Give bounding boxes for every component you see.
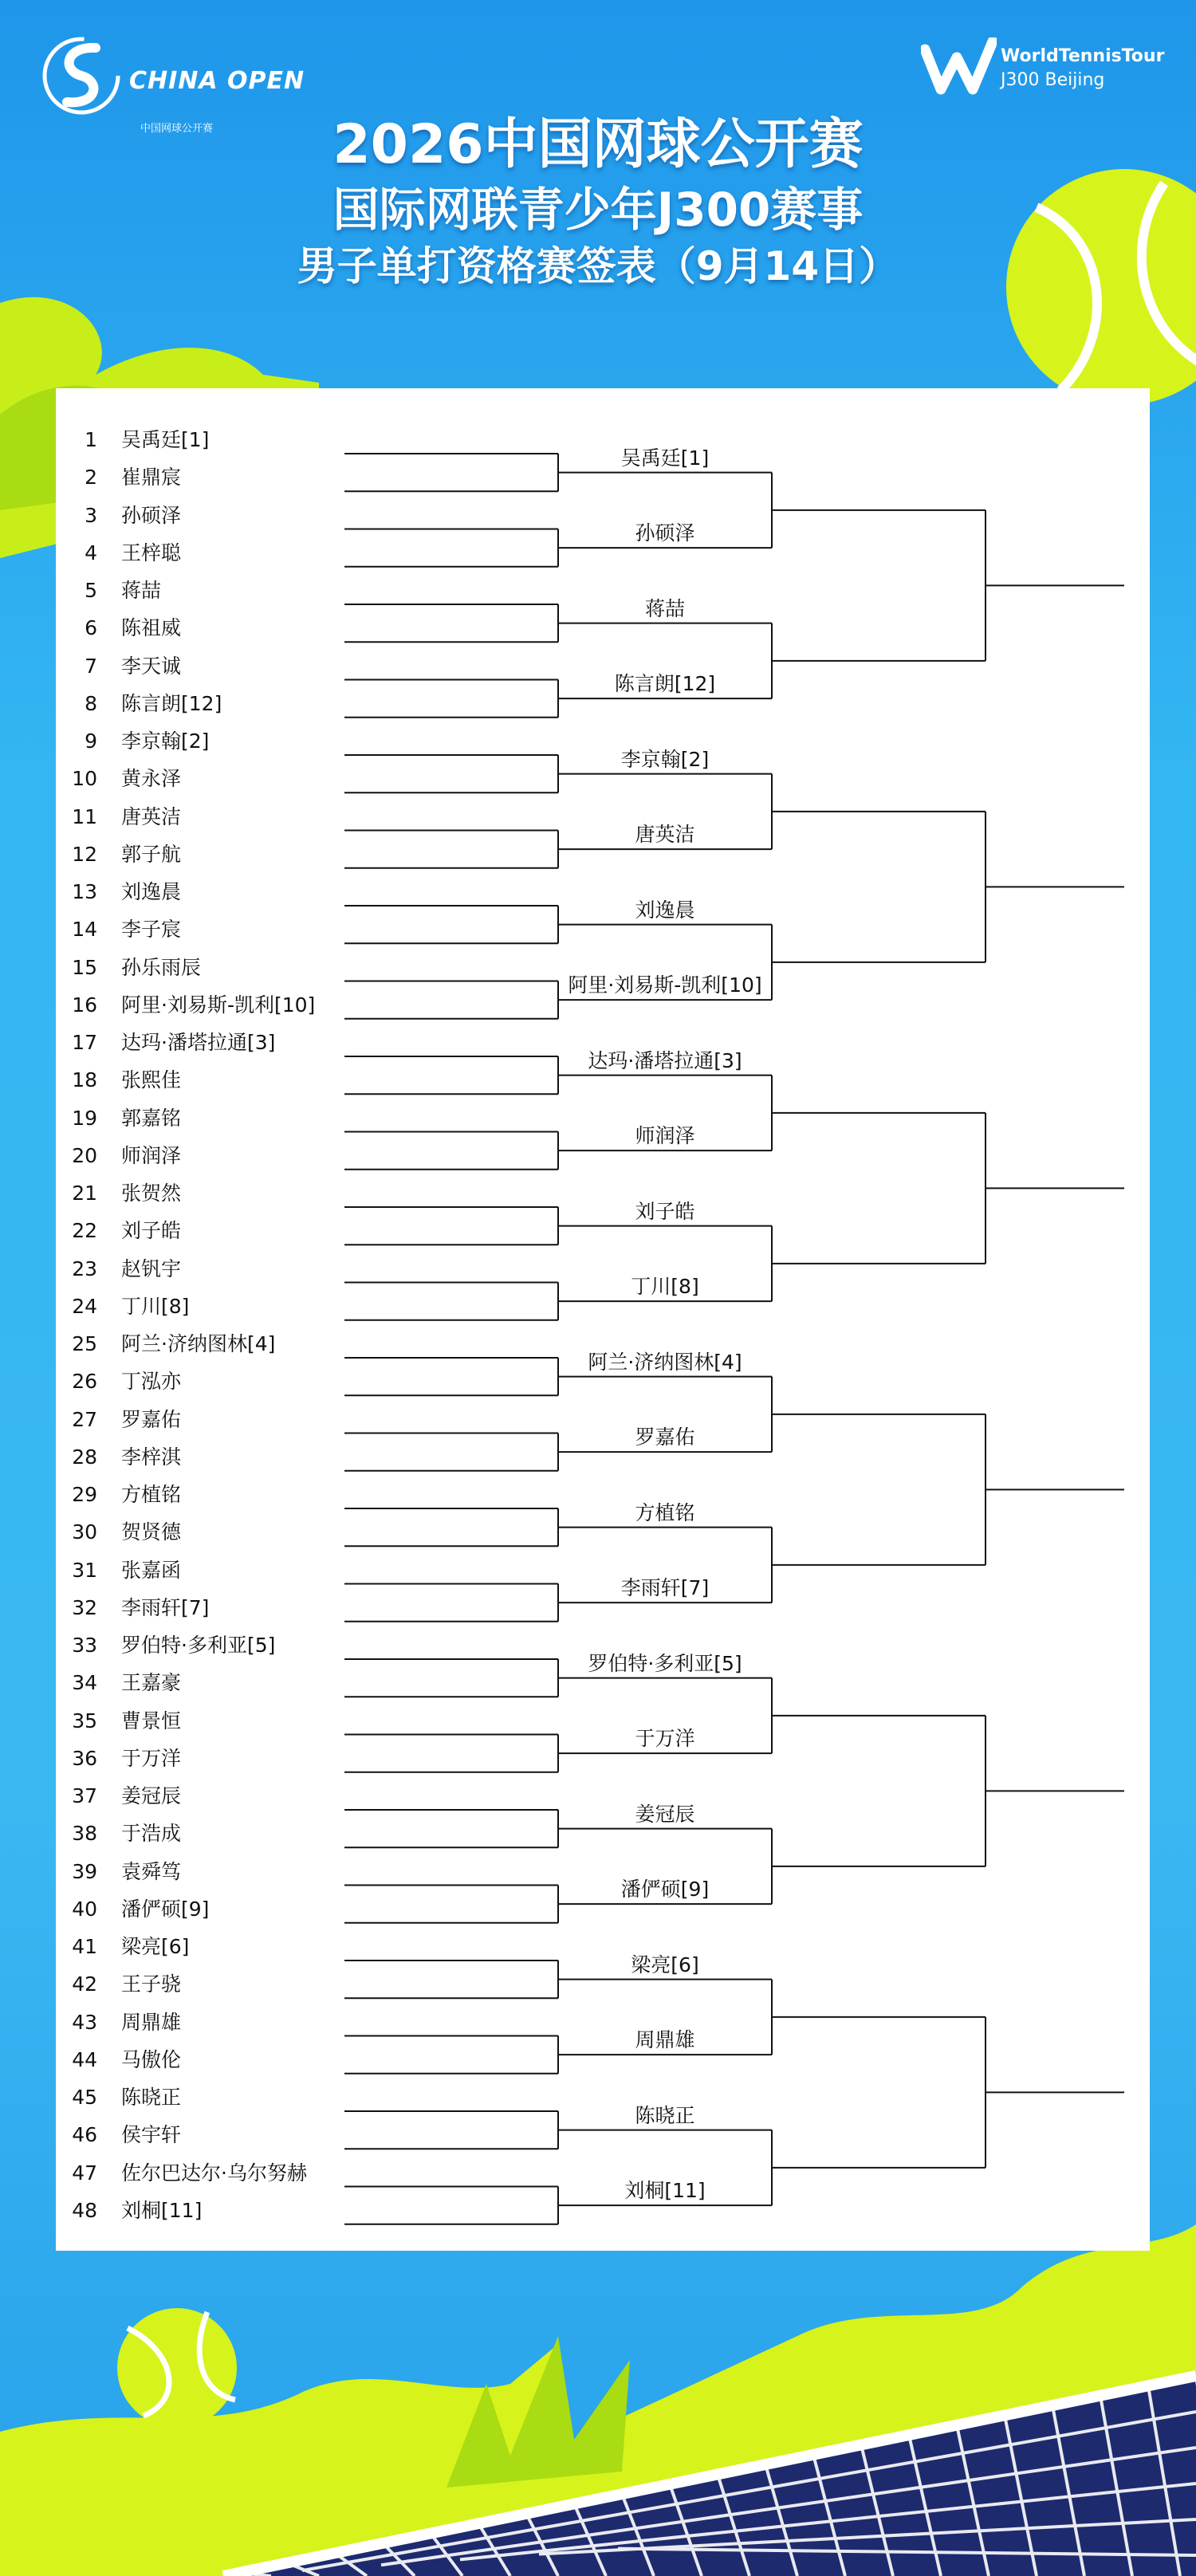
draw-title: 男子单打资格赛签表（9月14日）: [297, 243, 899, 289]
seed-number: 20: [72, 1143, 97, 1167]
round2-winner-name: 阿兰·济纳图林[4]: [588, 1350, 742, 1374]
player-name: 丁川[8]: [121, 1294, 190, 1318]
player-name: 李雨轩[7]: [121, 1595, 210, 1619]
player-name: 侯宇轩: [121, 2123, 182, 2147]
seed-number: 30: [72, 1520, 97, 1544]
wtt-w-icon: [921, 37, 997, 97]
seed-number: 9: [85, 730, 97, 753]
seed-number: 6: [85, 616, 97, 640]
seed-number: 23: [72, 1257, 97, 1280]
player-name: 王梓聪: [121, 541, 182, 564]
player-name: 赵钒宇: [121, 1257, 182, 1280]
seed-number: 22: [72, 1219, 97, 1243]
seed-number: 21: [72, 1182, 97, 1205]
player-name: 阿里·刘易斯-凯利[10]: [121, 993, 316, 1017]
seed-number: 29: [72, 1483, 97, 1506]
round2-winner-name: 于万洋: [635, 1727, 695, 1751]
round2-winner-name: 唐英洁: [635, 823, 695, 847]
seed-number: 35: [72, 1709, 97, 1732]
player-name: 李天诚: [121, 654, 182, 678]
player-name: 张熙佳: [121, 1068, 182, 1092]
player-name: 丁泓亦: [121, 1370, 182, 1394]
player-name: 阿兰·济纳图林[4]: [121, 1332, 276, 1355]
player-name: 师润泽: [121, 1143, 182, 1167]
round2-winner-name: 罗伯特·多利亚[5]: [588, 1651, 742, 1675]
page-subtitle: 国际网联青少年J300赛事: [332, 183, 864, 237]
seed-number: 41: [72, 1935, 97, 1958]
player-name: 王子骁: [121, 1972, 182, 1996]
round2-winner-name: 吴禹廷[1]: [620, 446, 710, 470]
round2-winner-name: 方植铭: [635, 1500, 695, 1524]
seed-number: 45: [72, 2086, 97, 2109]
player-name: 罗伯特·多利亚[5]: [121, 1634, 276, 1657]
wtt-brand: WorldTennisTour: [1001, 46, 1165, 66]
player-name: 郭子航: [121, 842, 182, 866]
china-open-s-icon: [41, 32, 129, 120]
player-name: 罗嘉佑: [121, 1407, 182, 1431]
seed-number: 46: [72, 2123, 97, 2147]
round2-winner-name: 刘逸晨: [635, 898, 695, 922]
seed-number: 4: [85, 541, 97, 564]
round2-winner-name: 姜冠辰: [635, 1802, 695, 1826]
seed-number: 36: [72, 1746, 97, 1770]
seed-number: 44: [72, 2047, 97, 2071]
player-name: 刘逸晨: [121, 880, 182, 903]
player-name: 于万洋: [121, 1746, 182, 1770]
round2-winner-name: 阿里·刘易斯-凯利[10]: [568, 973, 762, 997]
wtt-subtitle: J300 Beijing: [1001, 70, 1105, 90]
player-name: 刘桐[11]: [121, 2198, 203, 2222]
china-open-subtitle: 中国网球公开赛: [140, 123, 214, 135]
seed-number: 2: [85, 466, 97, 490]
player-name: 孙硕泽: [121, 503, 182, 527]
draw-panel: [56, 388, 1150, 2251]
seed-number: 43: [72, 2010, 97, 2034]
player-name: 达玛·潘塔拉通[3]: [121, 1031, 276, 1054]
seed-number: 5: [85, 579, 97, 602]
seed-number: 14: [72, 918, 97, 942]
player-name: 黄永泽: [121, 767, 182, 791]
player-name: 陈晓正: [121, 2086, 182, 2109]
seed-number: 19: [72, 1106, 97, 1130]
seed-number: 12: [72, 842, 97, 866]
player-name: 贺贤德: [121, 1520, 182, 1544]
player-name: 李子宸: [121, 918, 182, 942]
seed-number: 7: [85, 654, 97, 678]
round2-winner-name: 孙硕泽: [635, 521, 695, 545]
round2-winner-name: 周鼎雄: [635, 2028, 695, 2052]
player-name: 于浩成: [121, 1822, 182, 1846]
china-open-brand: CHINA OPEN: [129, 67, 305, 95]
player-name: 孙乐雨辰: [121, 955, 202, 979]
seed-number: 10: [72, 767, 97, 791]
player-name: 王嘉豪: [121, 1671, 182, 1695]
seed-number: 28: [72, 1445, 97, 1469]
player-name: 马傲伦: [121, 2047, 182, 2071]
seed-number: 17: [72, 1031, 97, 1054]
round2-winner-name: 丁川[8]: [631, 1275, 699, 1299]
round2-winner-name: 刘子皓: [635, 1199, 695, 1223]
round2-winner-name: 潘俨硕[9]: [620, 1878, 710, 1902]
tennis-ball-bottom-left: [117, 2308, 237, 2428]
round2-winner-name: 达玛·潘塔拉通[3]: [588, 1048, 742, 1072]
player-name: 张嘉函: [121, 1558, 182, 1582]
round2-winner-name: 李京翰[2]: [620, 747, 710, 771]
round2-winner-name: 师润泽: [635, 1124, 695, 1148]
player-name: 刘子皓: [121, 1219, 182, 1243]
seed-number: 48: [72, 2198, 97, 2222]
seed-number: 18: [72, 1068, 97, 1092]
page-title: 2026中国网球公开赛: [332, 113, 864, 176]
seed-number: 8: [85, 691, 97, 715]
seed-number: 25: [72, 1332, 97, 1355]
player-name: 唐英洁: [121, 804, 182, 828]
player-name: 方植铭: [121, 1483, 182, 1506]
player-name: 蒋喆: [121, 579, 162, 602]
seed-number: 27: [72, 1407, 97, 1431]
round2-winner-name: 梁亮[6]: [631, 1953, 699, 1976]
seed-number: 32: [72, 1595, 97, 1619]
seed-number: 11: [72, 804, 97, 828]
seed-number: 34: [72, 1671, 97, 1695]
player-name: 崔鼎宸: [121, 466, 182, 490]
player-name: 佐尔巴达尔·乌尔努赫: [121, 2161, 307, 2185]
player-name: 郭嘉铭: [121, 1106, 182, 1130]
player-name: 陈言朗[12]: [121, 691, 222, 715]
player-name: 梁亮[6]: [121, 1935, 190, 1958]
seed-number: 33: [72, 1634, 97, 1657]
seed-number: 42: [72, 1972, 97, 1996]
player-name: 姜冠辰: [121, 1784, 182, 1807]
seed-number: 39: [72, 1859, 97, 1883]
seed-number: 40: [72, 1897, 97, 1921]
seed-number: 1: [85, 428, 97, 451]
seed-number: 47: [72, 2161, 97, 2185]
player-name: 吴禹廷[1]: [121, 428, 210, 451]
round2-winner-name: 刘桐[11]: [624, 2179, 706, 2203]
round2-winner-name: 李雨轩[7]: [620, 1576, 710, 1600]
player-name: 陈祖威: [121, 616, 182, 640]
round2-winner-name: 陈言朗[12]: [614, 672, 716, 696]
player-name: 袁舜笃: [121, 1859, 182, 1883]
player-name: 周鼎雄: [121, 2010, 182, 2034]
player-name: 张贺然: [121, 1182, 182, 1205]
player-name: 李京翰[2]: [121, 730, 210, 753]
round2-winner-name: 蒋喆: [644, 596, 685, 620]
seed-number: 26: [72, 1370, 97, 1394]
round2-winner-name: 陈晓正: [635, 2103, 695, 2127]
seed-number: 16: [72, 993, 97, 1017]
seed-number: 38: [72, 1822, 97, 1846]
player-name: 潘俨硕[9]: [121, 1897, 210, 1921]
seed-number: 15: [72, 955, 97, 979]
player-name: 曹景恒: [121, 1709, 182, 1732]
round2-winner-name: 罗嘉佑: [635, 1426, 695, 1449]
player-name: 李梓淇: [121, 1445, 182, 1469]
seed-number: 31: [72, 1558, 97, 1582]
seed-number: 37: [72, 1784, 97, 1807]
seed-number: 24: [72, 1294, 97, 1318]
seed-number: 13: [72, 880, 97, 903]
seed-number: 3: [85, 503, 97, 527]
